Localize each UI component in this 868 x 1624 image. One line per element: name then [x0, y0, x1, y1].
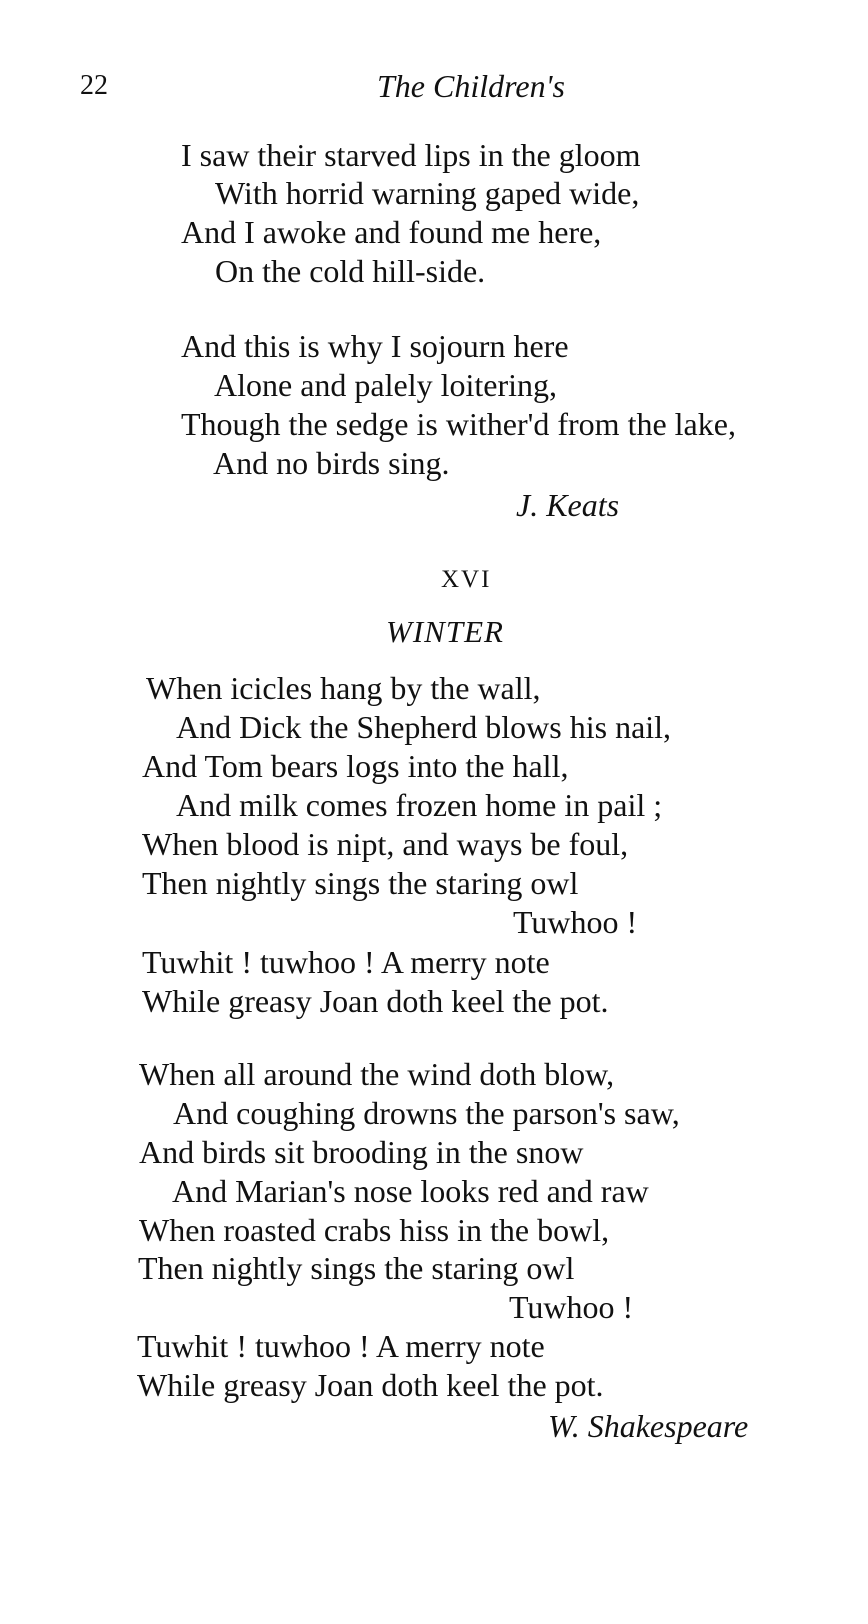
poem-line: Tuwhit ! tuwhoo ! A merry note	[142, 944, 550, 980]
poem-line: While greasy Joan doth keel the pot.	[137, 1367, 604, 1403]
poem-title: WINTER	[386, 614, 504, 649]
poem-line: With horrid warning gaped wide,	[215, 175, 640, 211]
poem-line: I saw their starved lips in the gloom	[181, 137, 641, 173]
poem-line: And no birds sing.	[213, 445, 450, 481]
poem-line: And milk comes frozen home in pail ;	[176, 787, 663, 823]
poem-line: Then nightly sings the staring owl	[142, 865, 579, 901]
poem-line: And Marian's nose looks red and raw	[172, 1173, 649, 1209]
running-title: The Children's	[377, 68, 565, 104]
poem-line: When all around the wind doth blow,	[139, 1056, 615, 1092]
poem-line: And Dick the Shepherd blows his nail,	[176, 709, 672, 745]
poem-line: Though the sedge is wither'd from the lake,	[181, 406, 736, 442]
attribution-keats: J. Keats	[516, 487, 620, 523]
poem-line: When icicles hang by the wall,	[146, 670, 541, 706]
page-number: 22	[80, 70, 108, 101]
poem-line: And Tom bears logs into the hall,	[142, 748, 569, 784]
poem-line: And this is why I sojourn here	[181, 328, 569, 364]
poem-line: Tuwhit ! tuwhoo ! A merry note	[137, 1328, 545, 1364]
poem-line: When blood is nipt, and ways be foul,	[142, 826, 629, 862]
poem-number: XVI	[441, 566, 492, 593]
poem-line: On the cold hill-side.	[215, 253, 486, 289]
poem-line: And birds sit brooding in the snow	[139, 1134, 584, 1170]
poem-line: When roasted crabs hiss in the bowl,	[139, 1212, 610, 1248]
poem-line: Then nightly sings the staring owl	[138, 1250, 575, 1286]
poem-line: While greasy Joan doth keel the pot.	[142, 983, 609, 1019]
poem-line: And coughing drowns the parson's saw,	[173, 1095, 680, 1131]
poem-line: And I awoke and found me here,	[181, 214, 602, 250]
poem-line: Tuwhoo !	[509, 1289, 634, 1325]
poem-line: Alone and palely loitering,	[214, 367, 558, 403]
attribution-shakespeare: W. Shakespeare	[548, 1408, 749, 1444]
poem-line: Tuwhoo !	[513, 904, 638, 940]
